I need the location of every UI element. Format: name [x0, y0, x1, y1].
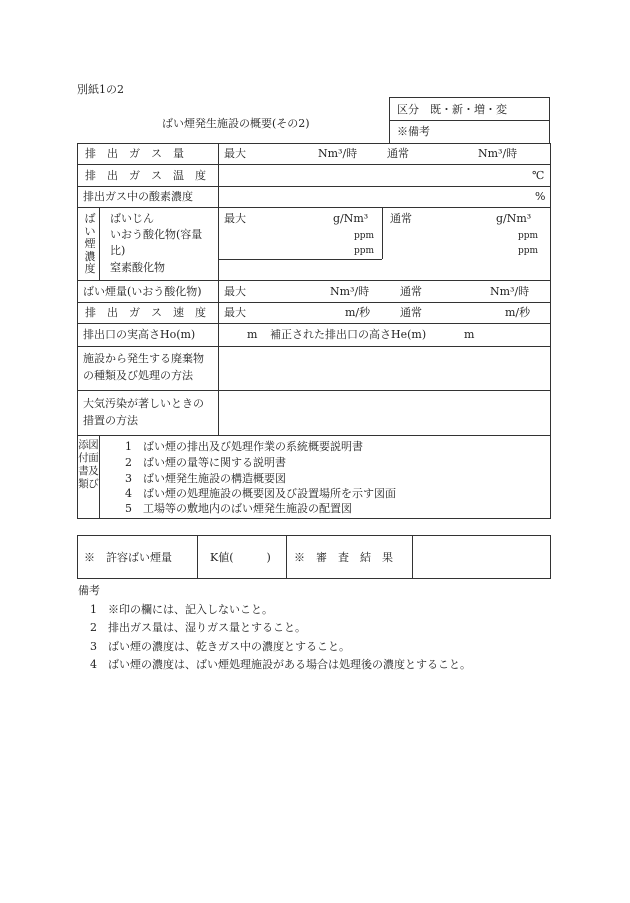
- conc-normal-unit-2: ppm: [518, 231, 539, 241]
- pollution-label-2: 措置の方法: [83, 414, 138, 427]
- oxygen-unit: %: [535, 190, 546, 203]
- sox-amount-label: ばい煙量(いおう酸化物): [83, 285, 202, 298]
- speed-normal-unit: m/秒: [505, 306, 531, 319]
- oxygen-label: 排出ガス中の酸素濃度: [83, 190, 193, 203]
- bikou-mark: ※備考: [397, 125, 430, 138]
- attach-item-1: 1 ばい煙の排出及び処理作業の系統概要説明書: [125, 440, 363, 453]
- waste-label-1: 施設から発生する廃棄物: [83, 352, 204, 365]
- gas-amount-max-unit: Nm³/時: [318, 147, 358, 160]
- sox-amount-normal: 通常: [400, 285, 422, 298]
- conc-item-nox: 窒素酸化物: [110, 261, 165, 274]
- gas-amount-normal: 通常: [387, 147, 409, 160]
- note-2: 2 排出ガス量は、湿りガス量とすること。: [90, 621, 306, 634]
- note-3: 3 ばい煙の濃度は、乾きガス中の濃度とすること。: [90, 640, 350, 653]
- doc-label: 別紙1の2: [77, 83, 124, 96]
- speed-normal: 通常: [400, 306, 422, 319]
- conc-max-unit-1: g/Nm³: [333, 212, 369, 225]
- pollution-label-1: 大気汚染が著しいときの: [83, 397, 204, 410]
- notes-heading: 備考: [78, 584, 100, 597]
- attach-item-2: 2 ばい煙の量等に関する説明書: [125, 456, 286, 469]
- attach-item-4: 4 ばい煙の処理施設の概要図及び設置場所を示す図面: [125, 487, 396, 500]
- conc-normal-unit-3: ppm: [518, 246, 539, 256]
- sox-amount-normal-unit: Nm³/時: [490, 285, 530, 298]
- conc-side-label: [84, 213, 96, 276]
- gas-temp-unit: ℃: [532, 169, 545, 182]
- gas-temp-label: 排 出 ガ ス 温 度: [85, 169, 206, 182]
- gas-amount-max: 最大: [224, 147, 246, 160]
- conc-max-unit-2: ppm: [354, 231, 375, 241]
- k-value: K値( ): [210, 551, 271, 564]
- conc-max: 最大: [224, 212, 246, 225]
- kubun-field: 区分 既・新・増・変: [397, 103, 507, 116]
- attach-item-3: 3 ばい煙発生施設の構造概要図: [125, 472, 286, 485]
- height-unit-2: m: [464, 328, 475, 341]
- sox-amount-max: 最大: [224, 285, 246, 298]
- conc-item-sox: いおう酸化物(容量: [110, 228, 203, 241]
- waste-label-2: の種類及び処理の方法: [83, 369, 193, 382]
- speed-label: 排 出 ガ ス 速 度: [85, 306, 206, 319]
- attach-side-text-2: 図面及び: [88, 439, 99, 490]
- attach-side-label-col2: [88, 439, 99, 491]
- height-corrected-label: 補正された排出口の高さHe(m): [270, 328, 427, 341]
- conc-normal: 通常: [390, 212, 412, 225]
- attach-item-5: 5 工場等の敷地内のばい煙発生施設の配置図: [125, 502, 352, 515]
- note-4: 4 ばい煙の濃度は、ばい煙処理施設がある場合は処理後の濃度とすること。: [90, 658, 471, 671]
- conc-normal-unit-1: g/Nm³: [496, 212, 532, 225]
- conc-side-text: ばい煙濃度: [84, 212, 96, 275]
- speed-max: 最大: [224, 306, 246, 319]
- height-unit-1: m: [247, 328, 258, 341]
- conc-max-unit-3: ppm: [354, 246, 375, 256]
- sox-amount-max-unit: Nm³/時: [330, 285, 370, 298]
- form-title: ばい煙発生施設の概要(その2): [162, 117, 310, 130]
- conc-item-sox-cont: 比): [110, 244, 126, 257]
- attach-side-text-1: 添付書類: [78, 439, 89, 490]
- gas-amount-normal-unit: Nm³/時: [478, 147, 518, 160]
- height-label: 排出口の実高さHo(m): [83, 328, 196, 341]
- gas-amount-label: 排 出 ガ ス 量: [85, 147, 184, 160]
- allow-label: ※ 許容ばい煙量: [84, 551, 172, 564]
- speed-max-unit: m/秒: [345, 306, 371, 319]
- review-label: ※ 審 査 結 果: [294, 551, 393, 564]
- conc-item-dust: ばいじん: [110, 212, 154, 225]
- note-1: 1 ※印の欄には、記入しないこと。: [90, 603, 273, 616]
